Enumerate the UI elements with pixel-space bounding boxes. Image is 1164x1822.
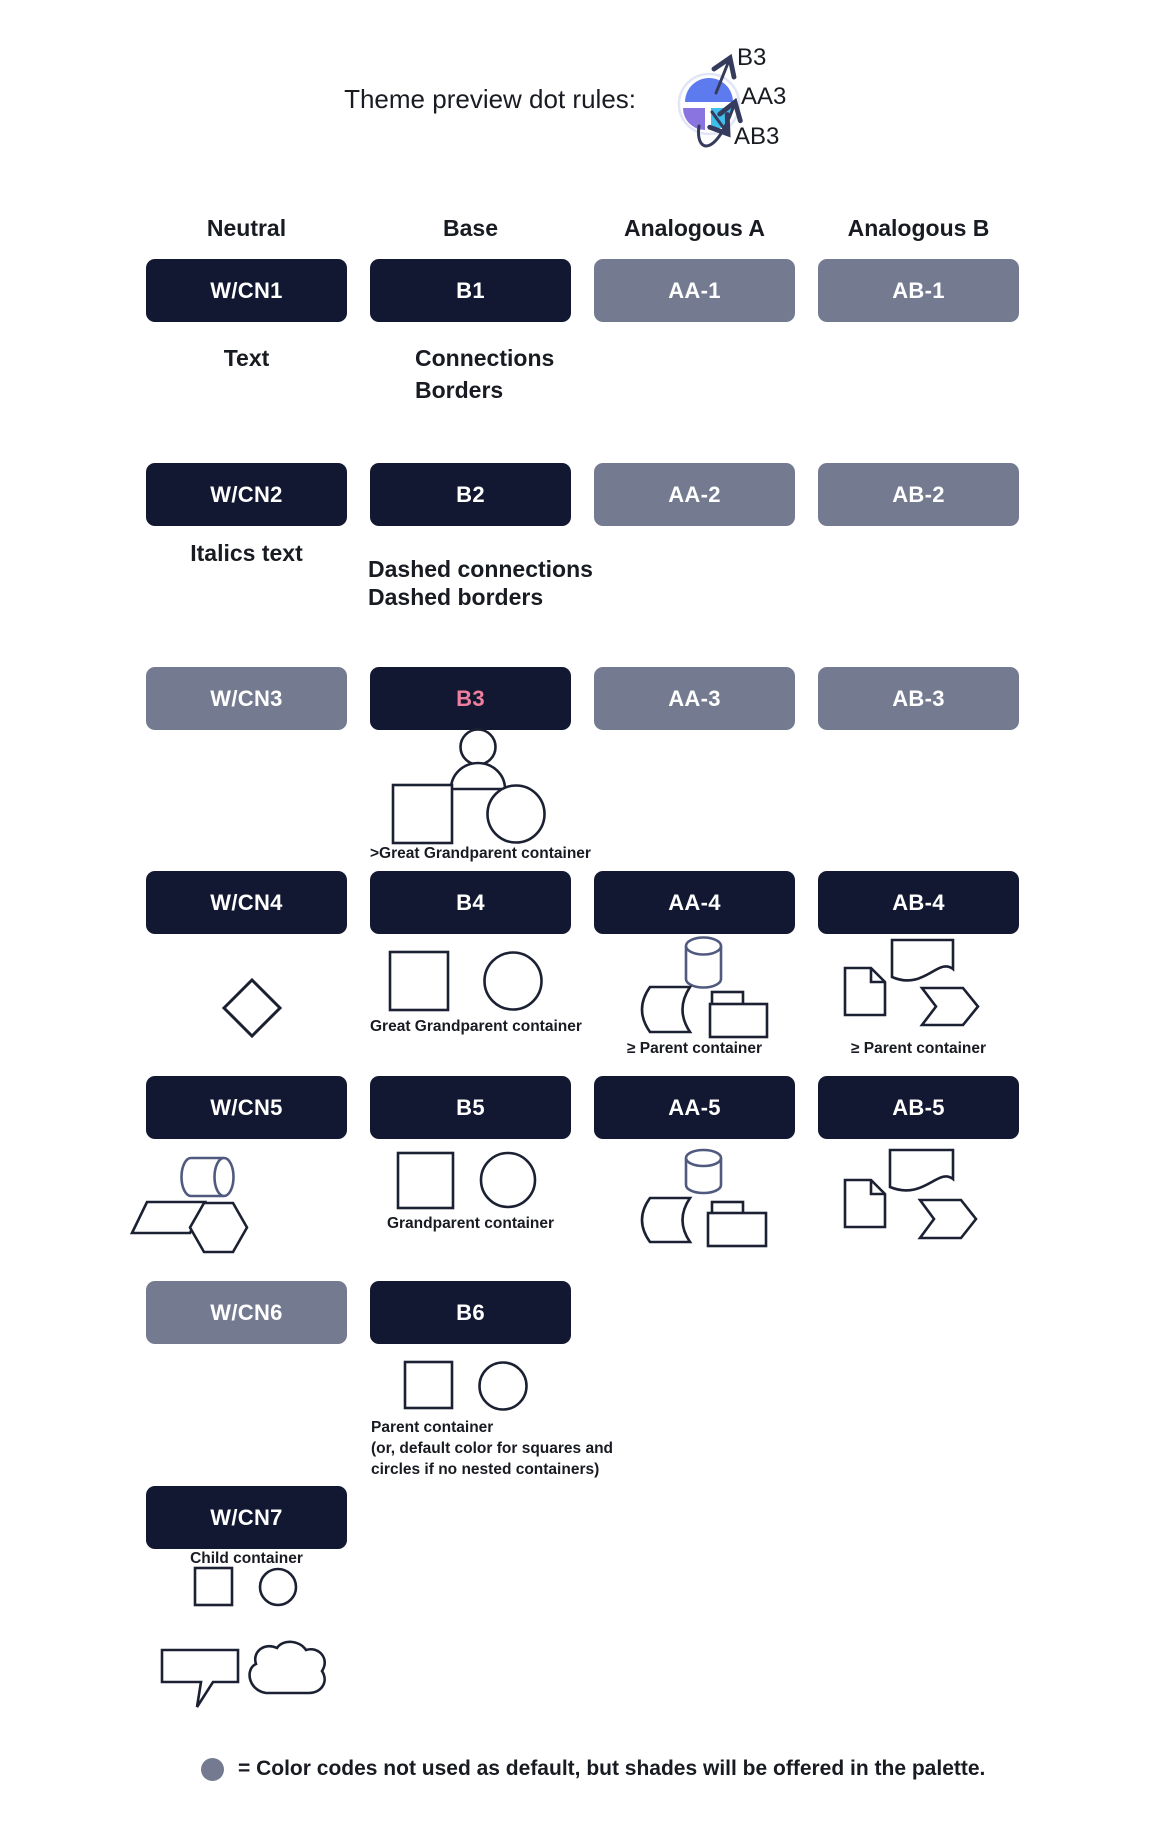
wavy-document-shape — [892, 940, 953, 980]
theme-dot-icon — [679, 74, 739, 134]
b6-shape-group — [405, 1362, 527, 1410]
square-shape — [393, 785, 452, 843]
circle-shape — [260, 1569, 296, 1605]
b5-shape-group — [398, 1153, 535, 1208]
circle-shape — [480, 1363, 527, 1410]
square-shape — [390, 952, 448, 1010]
caption-dashed-connections: Dashed connections — [368, 556, 593, 582]
swatch-ab3: AB-3 — [818, 667, 1019, 730]
caption-b3-shapes: >Great Grandparent container — [370, 845, 591, 862]
swatch-wcn5: W/CN5 — [146, 1076, 347, 1139]
ab4-shape-group — [845, 940, 978, 1025]
swatch-aa2: AA-2 — [594, 463, 795, 526]
swatch-wcn7: W/CN7 — [146, 1486, 347, 1549]
page-fold-icon — [871, 1180, 885, 1194]
swatch-ab4: AB-4 — [818, 871, 1019, 934]
arrow-to-aa3 — [699, 102, 735, 146]
wavy-document-shape — [890, 1150, 953, 1190]
caption-b6-line3: circles if no nested containers) — [371, 1461, 600, 1478]
wide-rect-shape — [710, 1004, 767, 1037]
aa4-shape-group — [642, 938, 767, 1038]
page-shape — [845, 1180, 885, 1227]
swatch-wcn3: W/CN3 — [146, 667, 347, 730]
caption-aa4-shapes: ≥ Parent container — [626, 1040, 763, 1057]
dot-label-ab3: AB3 — [734, 123, 780, 150]
arrow-to-b3 — [716, 58, 730, 93]
wcn5-shape-group — [132, 1158, 247, 1252]
cylinder-icon — [686, 946, 721, 988]
dot-label-aa3: AA3 — [741, 83, 787, 110]
legend-dot-icon — [201, 1758, 224, 1781]
person-head-icon — [461, 730, 496, 765]
swatch-aa5: AA-5 — [594, 1076, 795, 1139]
diamond-shape — [224, 980, 280, 1036]
cylinder-icon — [686, 1158, 721, 1193]
column-header-analogous-b: Analogous B — [847, 215, 990, 241]
swatch-aa4: AA-4 — [594, 871, 795, 934]
square-shape — [398, 1153, 453, 1208]
cylinder-top-icon — [686, 1150, 721, 1166]
wide-rect-shape — [708, 1213, 766, 1246]
tab-rect-shape — [712, 992, 743, 1005]
swatch-wcn2: W/CN2 — [146, 463, 347, 526]
stored-data-shape — [642, 987, 690, 1032]
dot-label-b3: B3 — [737, 44, 767, 71]
swatch-wcn1: W/CN1 — [146, 259, 347, 322]
parallelogram-shape — [132, 1202, 205, 1233]
caption-b6-line2: (or, default color for squares and — [371, 1440, 614, 1457]
swatch-aa3: AA-3 — [594, 667, 795, 730]
b4-shape-group — [390, 952, 542, 1010]
cylinder-top-icon — [686, 938, 721, 955]
horizontal-cylinder-end-icon — [215, 1158, 234, 1196]
swatch-b3: B3 — [370, 667, 571, 730]
page-fold-icon — [871, 968, 885, 982]
page-shape — [845, 968, 885, 1015]
column-header-neutral: Neutral — [206, 215, 287, 241]
hexagon-shape — [190, 1203, 247, 1252]
swatch-wcn6: W/CN6 — [146, 1281, 347, 1344]
swatch-ab2: AB-2 — [818, 463, 1019, 526]
swatch-wcn4: W/CN4 — [146, 871, 347, 934]
swatch-b4: B4 — [370, 871, 571, 934]
column-header-analogous-a: Analogous A — [624, 215, 765, 241]
caption-b4-shapes: Great Grandparent container — [370, 1018, 582, 1035]
swatch-ab5: AB-5 — [818, 1076, 1019, 1139]
b3-shape-group — [393, 730, 545, 844]
square-shape — [195, 1568, 232, 1605]
aa5-shape-group — [642, 1150, 766, 1246]
horizontal-cylinder-icon — [182, 1158, 225, 1196]
stored-data-shape — [642, 1198, 690, 1242]
caption-dashed-borders: Dashed borders — [368, 584, 544, 610]
caption-italics-text: Italics text — [190, 540, 303, 566]
caption-ab4-shapes: ≥ Parent container — [850, 1040, 987, 1057]
legend-text: = Color codes not used as default, but shades will be offered in the palette. — [238, 1757, 986, 1780]
swatch-b2: B2 — [370, 463, 571, 526]
cloud-shape — [250, 1642, 325, 1693]
caption-connections: Connections — [415, 345, 555, 371]
circle-shape — [488, 786, 545, 843]
dot-rule-arrows — [699, 58, 735, 146]
wcn4-shape-group — [224, 980, 280, 1036]
ab5-shape-group — [845, 1150, 976, 1238]
chevron-shape — [920, 1200, 976, 1238]
swatch-b5: B5 — [370, 1076, 571, 1139]
caption-b6-line1: Parent container — [371, 1419, 494, 1436]
swatch-b6: B6 — [370, 1281, 571, 1344]
chevron-shape — [922, 988, 978, 1025]
column-header-base: Base — [443, 215, 498, 241]
circle-shape — [485, 953, 542, 1010]
caption-b5-shapes: Grandparent container — [386, 1215, 555, 1232]
person-shoulders-icon — [451, 763, 505, 789]
swatch-ab1: AB-1 — [818, 259, 1019, 322]
tab-rect-shape — [712, 1202, 743, 1214]
caption-wcn7-shapes: Child container — [190, 1550, 303, 1567]
speech-bubble-shape — [162, 1650, 238, 1707]
swatch-aa1: AA-1 — [594, 259, 795, 322]
swatch-b1: B1 — [370, 259, 571, 322]
caption-text: Text — [223, 345, 270, 371]
wcn7-shape-group — [162, 1568, 325, 1707]
page-title: Theme preview dot rules: — [344, 84, 636, 114]
square-shape — [405, 1362, 452, 1408]
circle-shape — [481, 1153, 535, 1207]
arrow-to-ab3 — [712, 112, 728, 134]
caption-borders: Borders — [415, 377, 504, 403]
